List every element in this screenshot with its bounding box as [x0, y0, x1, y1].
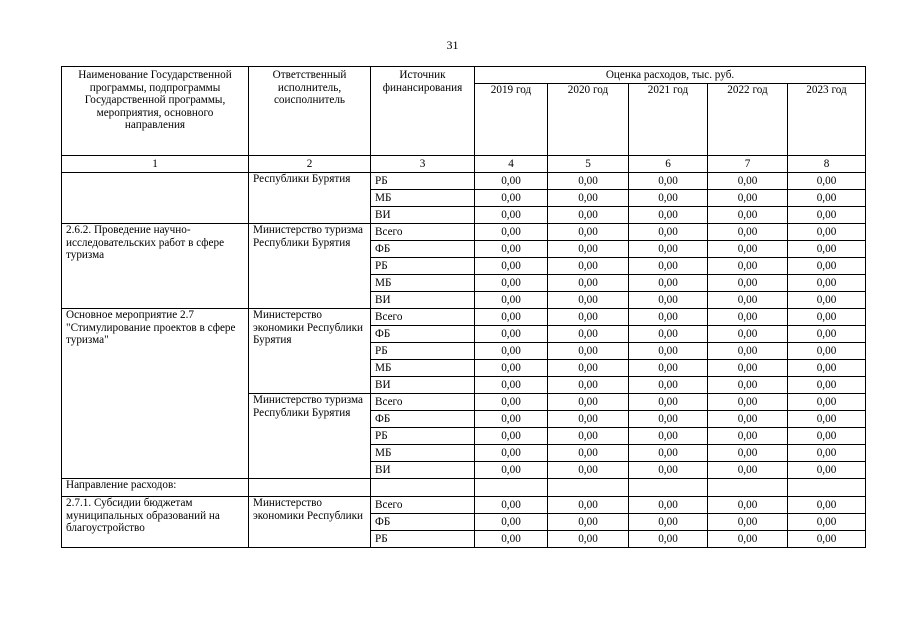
cost-value: 0,00	[475, 377, 548, 394]
cost-value: 0,00	[629, 531, 708, 548]
cost-value: 0,00	[788, 326, 866, 343]
cost-value: 0,00	[788, 309, 866, 326]
cost-value: 0,00	[708, 394, 788, 411]
funding-source: РБ	[371, 173, 475, 190]
table-row	[62, 309, 866, 326]
cost-value: 0,00	[708, 309, 788, 326]
column-number: 4	[475, 156, 548, 173]
header-year: 2023 год	[788, 84, 866, 156]
cost-value: 0,00	[548, 292, 629, 309]
cost-value: 0,00	[548, 258, 629, 275]
cost-value: 0,00	[548, 173, 629, 190]
cost-value: 0,00	[788, 224, 866, 241]
item-name	[62, 173, 249, 224]
empty-cell	[371, 479, 475, 497]
funding-source: МБ	[371, 275, 475, 292]
cost-value: 0,00	[788, 173, 866, 190]
item-name: 2.7.1. Субсидии бюджетам муниципальных образований на благоустройство	[62, 497, 249, 548]
cost-value: 0,00	[548, 428, 629, 445]
cost-value: 0,00	[788, 497, 866, 514]
cost-value: 0,00	[708, 428, 788, 445]
column-number: 7	[708, 156, 788, 173]
column-number: 8	[788, 156, 866, 173]
funding-source: РБ	[371, 258, 475, 275]
cost-value: 0,00	[788, 258, 866, 275]
empty-cell	[629, 479, 708, 497]
cost-value: 0,00	[475, 360, 548, 377]
funding-source: ВИ	[371, 292, 475, 309]
cost-value: 0,00	[548, 445, 629, 462]
cost-value: 0,00	[548, 360, 629, 377]
cost-value: 0,00	[475, 224, 548, 241]
cost-value: 0,00	[475, 292, 548, 309]
cost-value: 0,00	[475, 497, 548, 514]
cost-value: 0,00	[708, 275, 788, 292]
section-row	[62, 479, 866, 497]
cost-value: 0,00	[475, 343, 548, 360]
funding-source: ФБ	[371, 241, 475, 258]
cost-value: 0,00	[548, 497, 629, 514]
cost-value: 0,00	[548, 343, 629, 360]
cost-value: 0,00	[475, 241, 548, 258]
cost-value: 0,00	[708, 207, 788, 224]
cost-value: 0,00	[548, 190, 629, 207]
cost-value: 0,00	[548, 394, 629, 411]
cost-value: 0,00	[475, 428, 548, 445]
cost-value: 0,00	[548, 514, 629, 531]
cost-value: 0,00	[788, 343, 866, 360]
funding-source: РБ	[371, 428, 475, 445]
executor-name: Республики Бурятия	[249, 173, 371, 224]
cost-value: 0,00	[788, 292, 866, 309]
funding-source: Всего	[371, 224, 475, 241]
cost-value: 0,00	[629, 258, 708, 275]
cost-value: 0,00	[788, 428, 866, 445]
cost-value: 0,00	[475, 309, 548, 326]
cost-value: 0,00	[708, 258, 788, 275]
section-label: Направление расходов:	[62, 479, 249, 497]
cost-value: 0,00	[788, 394, 866, 411]
cost-value: 0,00	[629, 309, 708, 326]
cost-value: 0,00	[708, 360, 788, 377]
funding-source: Всего	[371, 394, 475, 411]
cost-value: 0,00	[629, 514, 708, 531]
executor-name: Министерство экономики Республики	[249, 497, 371, 548]
header-year: 2022 год	[708, 84, 788, 156]
cost-value: 0,00	[475, 411, 548, 428]
page-number: 31	[446, 38, 459, 52]
cost-value: 0,00	[708, 292, 788, 309]
cost-value: 0,00	[475, 514, 548, 531]
header-source: Источник финансирования	[371, 67, 475, 156]
cost-value: 0,00	[475, 275, 548, 292]
funding-source: МБ	[371, 190, 475, 207]
cost-value: 0,00	[788, 531, 866, 548]
column-number: 3	[371, 156, 475, 173]
cost-value: 0,00	[475, 462, 548, 479]
cost-value: 0,00	[475, 531, 548, 548]
cost-value: 0,00	[548, 241, 629, 258]
funding-source: МБ	[371, 360, 475, 377]
funding-source: РБ	[371, 531, 475, 548]
cost-value: 0,00	[629, 173, 708, 190]
header-year: 2019 год	[475, 84, 548, 156]
cost-value: 0,00	[629, 207, 708, 224]
header-year: 2020 год	[548, 84, 629, 156]
cost-value: 0,00	[708, 497, 788, 514]
cost-value: 0,00	[708, 462, 788, 479]
cost-value: 0,00	[475, 445, 548, 462]
column-number: 1	[62, 156, 249, 173]
cost-value: 0,00	[788, 514, 866, 531]
cost-value: 0,00	[708, 445, 788, 462]
empty-cell	[475, 479, 548, 497]
cost-value: 0,00	[548, 462, 629, 479]
cost-value: 0,00	[708, 343, 788, 360]
cost-value: 0,00	[629, 292, 708, 309]
column-number: 6	[629, 156, 708, 173]
cost-value: 0,00	[475, 173, 548, 190]
cost-value: 0,00	[475, 394, 548, 411]
cost-value: 0,00	[629, 462, 708, 479]
expenses-table	[61, 66, 866, 548]
cost-value: 0,00	[629, 326, 708, 343]
funding-source: МБ	[371, 445, 475, 462]
cost-value: 0,00	[708, 241, 788, 258]
cost-value: 0,00	[548, 411, 629, 428]
table-row	[62, 497, 866, 514]
cost-value: 0,00	[548, 224, 629, 241]
cost-value: 0,00	[475, 326, 548, 343]
column-number: 5	[548, 156, 629, 173]
funding-source: ФБ	[371, 411, 475, 428]
cost-value: 0,00	[788, 275, 866, 292]
cost-value: 0,00	[708, 173, 788, 190]
funding-source: Всего	[371, 309, 475, 326]
cost-value: 0,00	[788, 360, 866, 377]
empty-cell	[788, 479, 866, 497]
funding-source: РБ	[371, 343, 475, 360]
funding-source: ВИ	[371, 462, 475, 479]
cost-value: 0,00	[629, 445, 708, 462]
cost-value: 0,00	[629, 497, 708, 514]
funding-source: ФБ	[371, 326, 475, 343]
cost-value: 0,00	[708, 377, 788, 394]
executor-name: Министерство туризма Республики Бурятия	[249, 394, 371, 479]
header-name: Наименование Государственной программы, подпрограммы Государственной программы, мероприятия, основного направления	[62, 67, 249, 156]
cost-value: 0,00	[629, 411, 708, 428]
cost-value: 0,00	[788, 190, 866, 207]
cost-value: 0,00	[548, 309, 629, 326]
cost-value: 0,00	[548, 377, 629, 394]
cost-value: 0,00	[629, 190, 708, 207]
header-costs: Оценка расходов, тыс. руб.	[475, 67, 866, 84]
cost-value: 0,00	[475, 207, 548, 224]
cost-value: 0,00	[708, 531, 788, 548]
cost-value: 0,00	[629, 224, 708, 241]
cost-value: 0,00	[708, 326, 788, 343]
column-number: 2	[249, 156, 371, 173]
funding-source: ВИ	[371, 377, 475, 394]
column-numbers-row	[62, 156, 866, 173]
cost-value: 0,00	[475, 190, 548, 207]
cost-value: 0,00	[629, 360, 708, 377]
cost-value: 0,00	[708, 190, 788, 207]
cost-value: 0,00	[548, 207, 629, 224]
executor-name: Министерство экономики Республики Бурятия	[249, 309, 371, 394]
cost-value: 0,00	[629, 343, 708, 360]
cost-value: 0,00	[629, 394, 708, 411]
header-year: 2021 год	[629, 84, 708, 156]
cost-value: 0,00	[708, 411, 788, 428]
table-body	[62, 173, 866, 548]
cost-value: 0,00	[788, 207, 866, 224]
executor-name: Министерство туризма Республики Бурятия	[249, 224, 371, 309]
cost-value: 0,00	[788, 411, 866, 428]
cost-value: 0,00	[788, 377, 866, 394]
cost-value: 0,00	[708, 224, 788, 241]
empty-cell	[708, 479, 788, 497]
funding-source: ВИ	[371, 207, 475, 224]
cost-value: 0,00	[629, 428, 708, 445]
cost-value: 0,00	[548, 275, 629, 292]
cost-value: 0,00	[475, 258, 548, 275]
funding-source: Всего	[371, 497, 475, 514]
empty-cell	[548, 479, 629, 497]
cost-value: 0,00	[629, 241, 708, 258]
table-row	[62, 173, 866, 190]
funding-source: ФБ	[371, 514, 475, 531]
item-name: 2.6.2. Проведение научно-исследовательских работ в сфере туризма	[62, 224, 249, 309]
table-row	[62, 224, 866, 241]
cost-value: 0,00	[548, 531, 629, 548]
item-name: Основное мероприятие 2.7 "Стимулирование проектов в сфере туризма"	[62, 309, 249, 479]
cost-value: 0,00	[629, 377, 708, 394]
header-executor: Ответственный исполнитель, соисполнитель	[249, 67, 371, 156]
empty-cell	[249, 479, 371, 497]
cost-value: 0,00	[788, 241, 866, 258]
cost-value: 0,00	[708, 514, 788, 531]
cost-value: 0,00	[629, 275, 708, 292]
cost-value: 0,00	[548, 326, 629, 343]
cost-value: 0,00	[788, 445, 866, 462]
cost-value: 0,00	[788, 462, 866, 479]
